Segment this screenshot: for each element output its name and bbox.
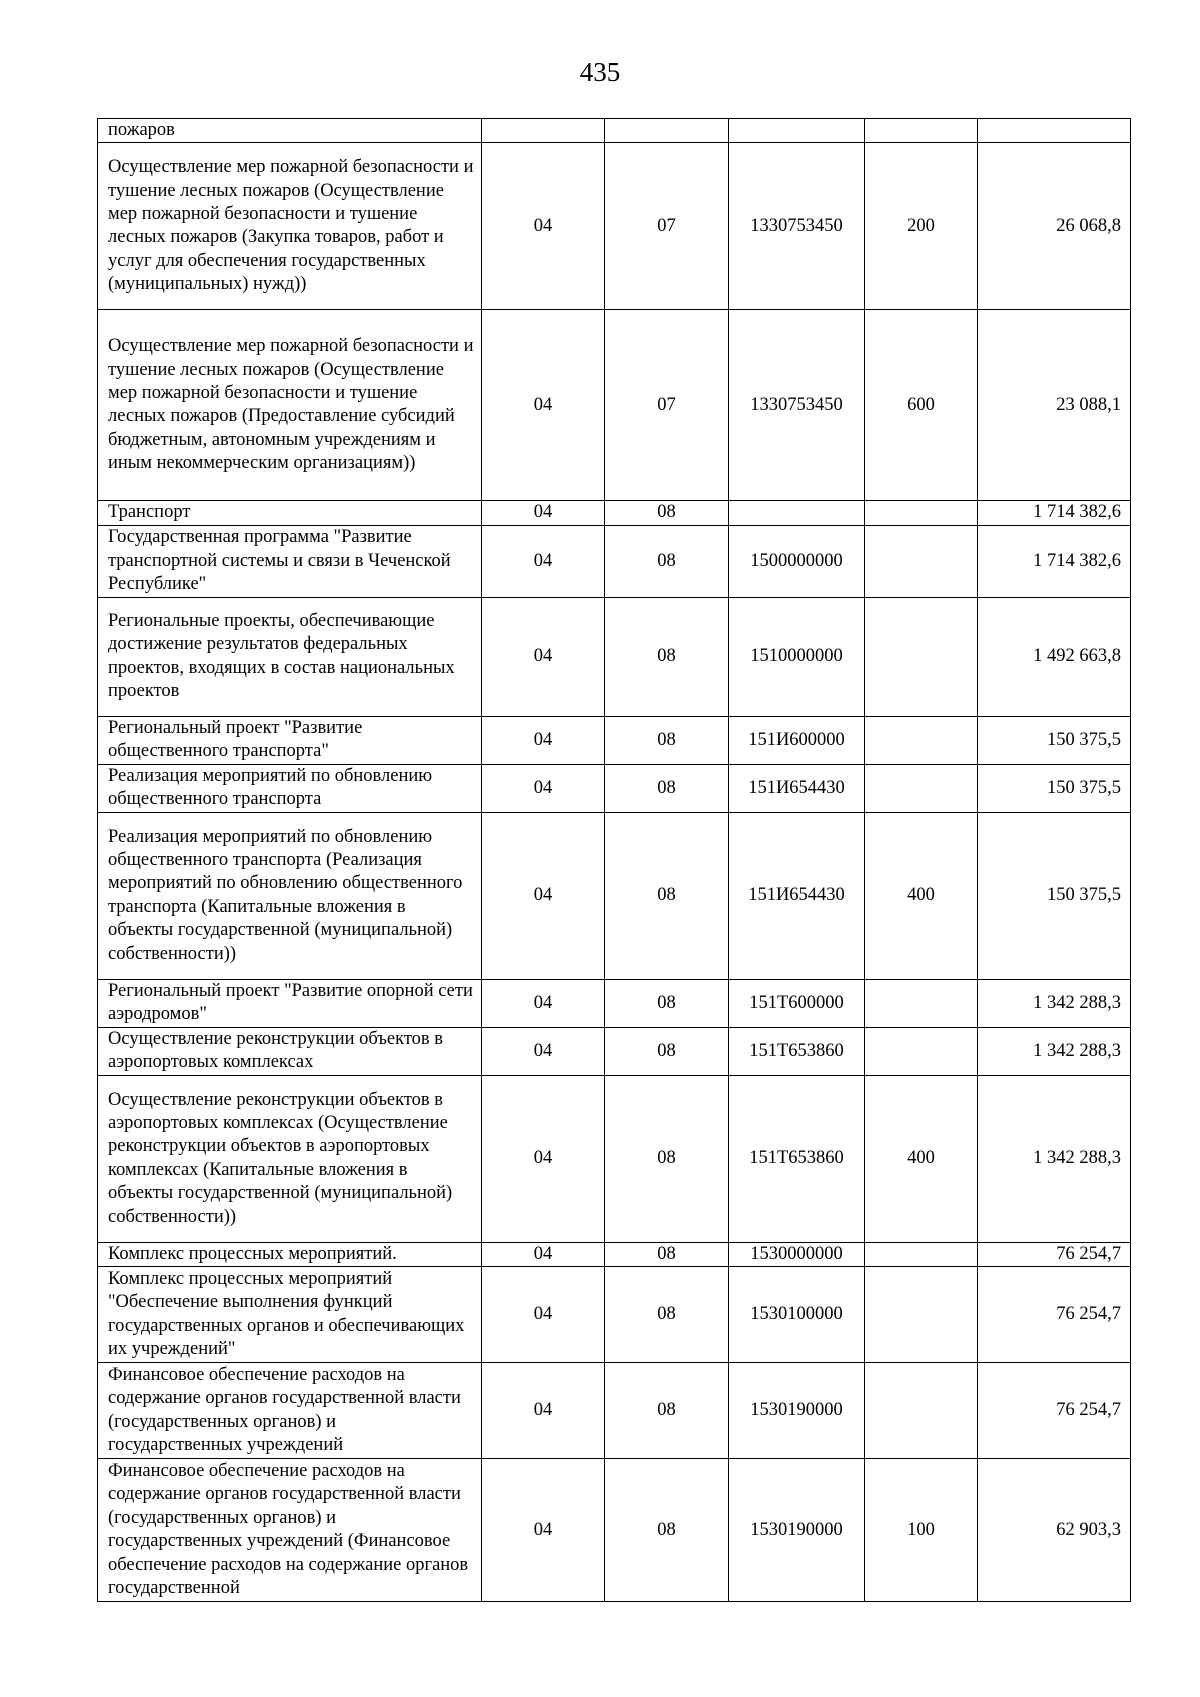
row-name: Финансовое обеспечение расходов на содержание органов государственной власти (государственных органов) и государственных учреждений	[98, 1363, 482, 1459]
row-name: Реализация мероприятий по обновлению общественного транспорта (Реализация мероприятий по обновлению общественного транспорта (Капитальные вложения в объекты государственной (муниципальной) собственности))	[98, 812, 482, 979]
row-subsection: 08	[605, 716, 729, 764]
row-section	[482, 119, 605, 143]
row-target-code: 1530100000	[729, 1267, 865, 1363]
row-name: Осуществление реконструкции объектов в аэропортовых комплексах	[98, 1027, 482, 1075]
row-expense-type: 400	[865, 812, 978, 979]
row-section: 04	[482, 525, 605, 597]
row-amount: 150 375,5	[978, 764, 1131, 812]
row-section: 04	[482, 1075, 605, 1242]
row-subsection: 08	[605, 764, 729, 812]
row-subsection: 08	[605, 597, 729, 716]
row-name: пожаров	[98, 119, 482, 143]
row-section: 04	[482, 1027, 605, 1075]
table-row	[98, 310, 1131, 501]
row-name: Осуществление мер пожарной безопасности и тушение лесных пожаров (Осуществление мер пожарной безопасности и тушение лесных пожаров (Закупка товаров, работ и услуг для обеспечения государственных (муниципальных) нужд))	[98, 143, 482, 310]
table-row	[98, 1363, 1131, 1459]
table-row	[98, 1075, 1131, 1242]
row-subsection: 07	[605, 143, 729, 310]
row-target-code: 151И600000	[729, 716, 865, 764]
row-subsection	[605, 119, 729, 143]
row-subsection: 08	[605, 525, 729, 597]
row-expense-type	[865, 979, 978, 1027]
row-name: Региональный проект "Развитие опорной сети аэродромов"	[98, 979, 482, 1027]
row-expense-type	[865, 119, 978, 143]
row-amount: 150 375,5	[978, 812, 1131, 979]
row-subsection: 08	[605, 1363, 729, 1459]
row-amount: 1 492 663,8	[978, 597, 1131, 716]
row-name: Реализация мероприятий по обновлению общественного транспорта	[98, 764, 482, 812]
row-target-code: 1510000000	[729, 597, 865, 716]
row-amount: 76 254,7	[978, 1242, 1131, 1266]
table-row	[98, 501, 1131, 525]
row-expense-type: 600	[865, 310, 978, 501]
row-subsection: 08	[605, 1027, 729, 1075]
row-target-code: 151И654430	[729, 764, 865, 812]
table-row	[98, 1459, 1131, 1602]
row-name: Государственная программа "Развитие транспортной системы и связи в Чеченской Республике"	[98, 525, 482, 597]
table-row	[98, 143, 1131, 310]
row-subsection: 08	[605, 979, 729, 1027]
table-row	[98, 525, 1131, 597]
row-section: 04	[482, 597, 605, 716]
page-number: 435	[579, 57, 621, 87]
row-expense-type	[865, 1027, 978, 1075]
row-amount: 1 342 288,3	[978, 1075, 1131, 1242]
row-target-code: 151Т653860	[729, 1075, 865, 1242]
row-section: 04	[482, 310, 605, 501]
row-amount: 26 068,8	[978, 143, 1131, 310]
row-amount: 1 342 288,3	[978, 979, 1131, 1027]
row-target-code: 1530190000	[729, 1363, 865, 1459]
table-row	[98, 812, 1131, 979]
row-name: Финансовое обеспечение расходов на содержание органов государственной власти (государственных органов) и государственных учреждений (Финансовое обеспечение расходов на содержание органов государственной	[98, 1459, 482, 1602]
row-amount: 62 903,3	[978, 1459, 1131, 1602]
row-amount: 1 342 288,3	[978, 1027, 1131, 1075]
budget-table	[97, 118, 1131, 1602]
table-row	[98, 597, 1131, 716]
row-name: Региональные проекты, обеспечивающие достижение результатов федеральных проектов, входящих в состав национальных проектов	[98, 597, 482, 716]
row-section: 04	[482, 979, 605, 1027]
row-section: 04	[482, 764, 605, 812]
row-amount: 76 254,7	[978, 1363, 1131, 1459]
row-amount: 150 375,5	[978, 716, 1131, 764]
row-amount: 23 088,1	[978, 310, 1131, 501]
row-target-code: 1330753450	[729, 310, 865, 501]
row-name: Комплекс процессных мероприятий "Обеспечение выполнения функций государственных органов и обеспечивающих их учреждений"	[98, 1267, 482, 1363]
row-name: Региональный проект "Развитие общественного транспорта"	[98, 716, 482, 764]
row-expense-type	[865, 525, 978, 597]
row-section: 04	[482, 812, 605, 979]
row-target-code: 1530190000	[729, 1459, 865, 1602]
row-subsection: 08	[605, 1242, 729, 1266]
row-expense-type	[865, 1363, 978, 1459]
row-subsection: 08	[605, 501, 729, 525]
row-subsection: 08	[605, 1075, 729, 1242]
table-row	[98, 119, 1131, 143]
row-target-code: 151Т600000	[729, 979, 865, 1027]
row-section: 04	[482, 716, 605, 764]
row-name: Осуществление реконструкции объектов в аэропортовых комплексах (Осуществление реконструкции объектов в аэропортовых комплексах (Капитальные вложения в объекты государственной (муниципальной) собственности))	[98, 1075, 482, 1242]
table-row	[98, 1027, 1131, 1075]
table-row	[98, 764, 1131, 812]
table-row	[98, 1267, 1131, 1363]
row-section: 04	[482, 501, 605, 525]
row-amount	[978, 119, 1131, 143]
row-section: 04	[482, 1242, 605, 1266]
row-section: 04	[482, 1459, 605, 1602]
table-row	[98, 979, 1131, 1027]
row-target-code: 1500000000	[729, 525, 865, 597]
row-expense-type	[865, 501, 978, 525]
row-section: 04	[482, 143, 605, 310]
row-amount: 76 254,7	[978, 1267, 1131, 1363]
table-row	[98, 716, 1131, 764]
row-subsection: 08	[605, 1459, 729, 1602]
row-name: Осуществление мер пожарной безопасности и тушение лесных пожаров (Осуществление мер пожарной безопасности и тушение лесных пожаров (Предоставление субсидий бюджетным, автономным учреждениям и иным некоммерческим организациям))	[98, 310, 482, 501]
row-section: 04	[482, 1267, 605, 1363]
row-expense-type	[865, 716, 978, 764]
row-expense-type	[865, 1267, 978, 1363]
row-section: 04	[482, 1363, 605, 1459]
row-target-code	[729, 501, 865, 525]
row-target-code: 151И654430	[729, 812, 865, 979]
row-name: Транспорт	[98, 501, 482, 525]
row-subsection: 07	[605, 310, 729, 501]
row-name: Комплекс процессных мероприятий.	[98, 1242, 482, 1266]
table-row	[98, 1242, 1131, 1266]
row-subsection: 08	[605, 812, 729, 979]
row-expense-type: 400	[865, 1075, 978, 1242]
row-expense-type	[865, 1242, 978, 1266]
row-subsection: 08	[605, 1267, 729, 1363]
row-target-code: 1530000000	[729, 1242, 865, 1266]
row-expense-type	[865, 764, 978, 812]
row-target-code	[729, 119, 865, 143]
row-expense-type	[865, 597, 978, 716]
row-expense-type: 100	[865, 1459, 978, 1602]
row-amount: 1 714 382,6	[978, 525, 1131, 597]
row-target-code: 1330753450	[729, 143, 865, 310]
row-target-code: 151Т653860	[729, 1027, 865, 1075]
row-expense-type: 200	[865, 143, 978, 310]
row-amount: 1 714 382,6	[978, 501, 1131, 525]
